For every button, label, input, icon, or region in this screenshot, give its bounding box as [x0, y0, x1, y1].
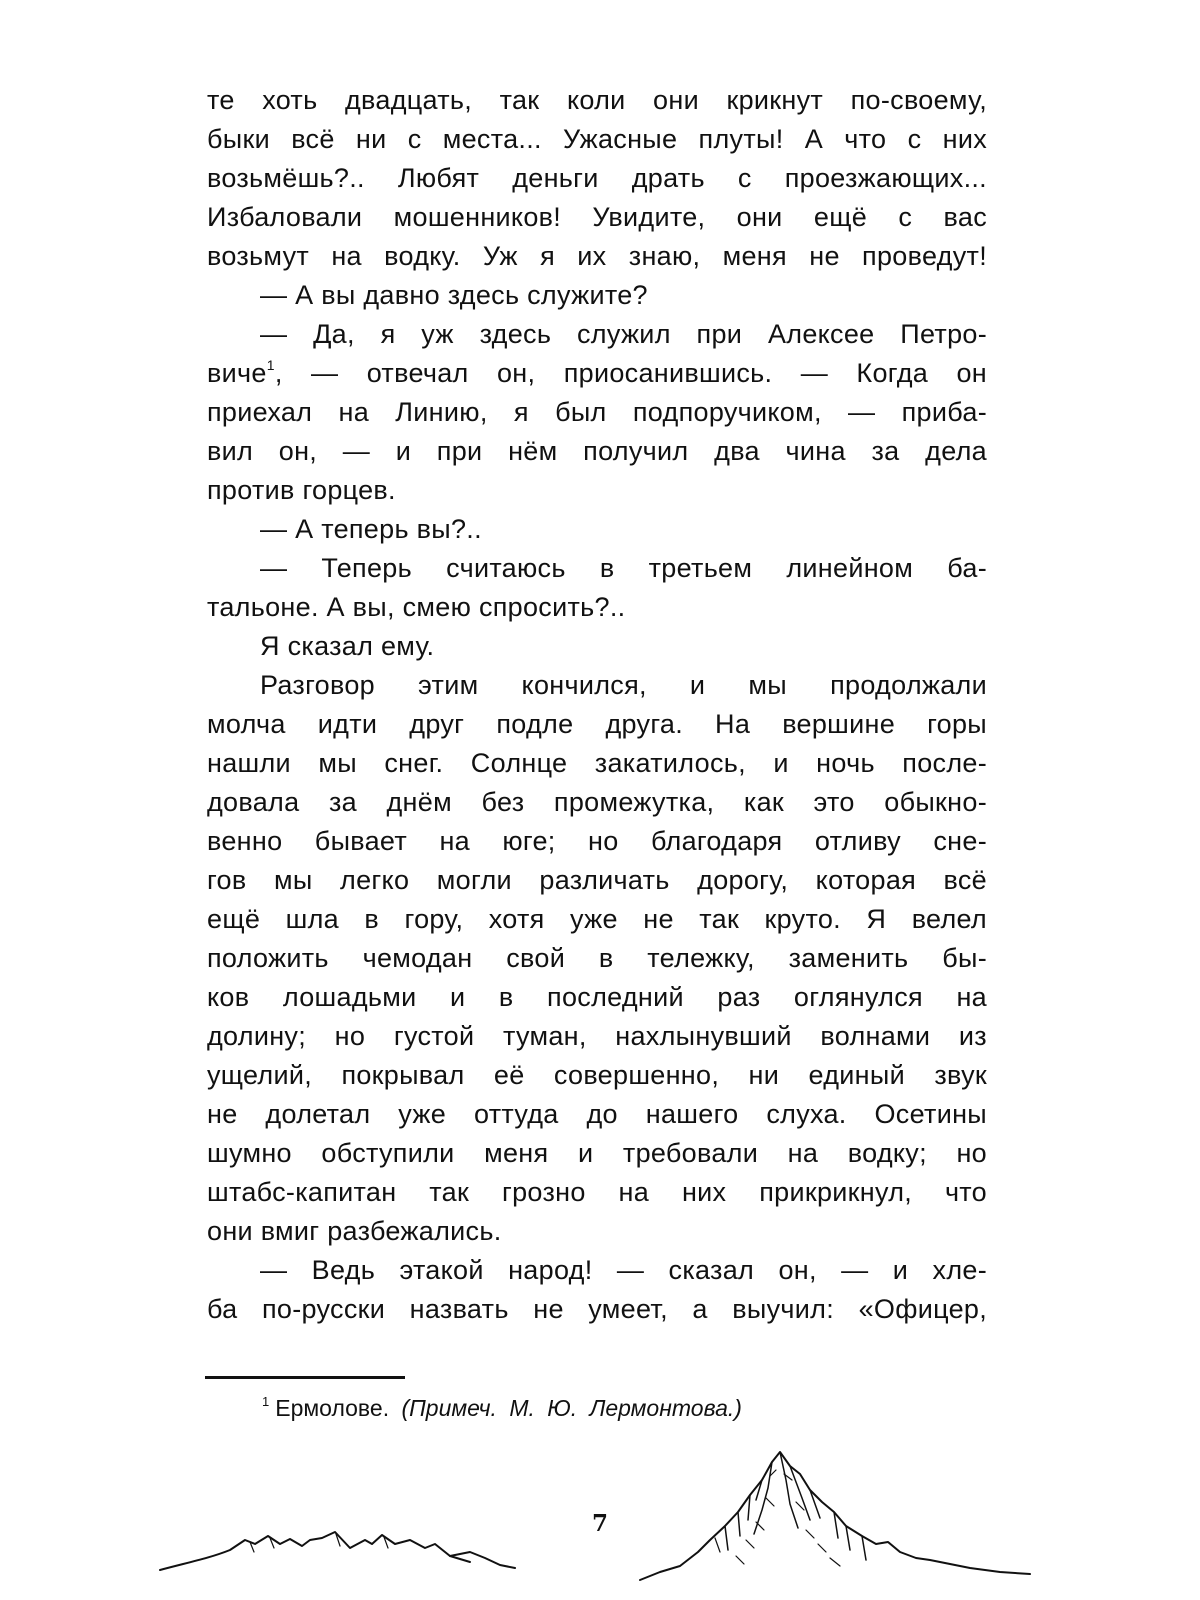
text-line: ещё шла в гору, хотя уже не так круто. Я велел	[207, 904, 987, 934]
text-line: против горцев.	[207, 475, 396, 505]
text-line: тальоне. А вы, смею спросить?..	[207, 592, 626, 622]
page-number: 7	[591, 1510, 608, 1537]
footnote-divider	[205, 1376, 405, 1379]
text-line: быки всё ни с места... Ужасные плуты! А что с них	[207, 124, 987, 154]
text-line: ба по-русски назвать не умеет, а выучил: «Офицер,	[207, 1294, 987, 1324]
text-line: шумно обступили меня и требовали на водку; но	[207, 1138, 987, 1168]
footnote-reference: 1	[266, 357, 275, 373]
text-line: те хоть двадцать, так коли они крикнут по-своему,	[207, 85, 987, 115]
text-line: не долетал уже оттуда до нашего слуха. Осетины	[207, 1099, 987, 1129]
footnote-marker: 1	[262, 1394, 270, 1409]
text-fragment: , — отвечал он, приосанившись. — Когда он	[274, 358, 987, 388]
text-line: возьмут на водку. Уж я их знаю, меня не проведут!	[207, 241, 987, 271]
text-line: — Ведь этакой народ! — сказал он, — и хле-	[260, 1255, 987, 1285]
text-line: возьмёшь?.. Любят деньги драть с проезжающих...	[207, 163, 987, 193]
mountain-ridge-line	[450, 1552, 515, 1568]
text-line: вил он, — и при нём получил два чина за дела	[207, 436, 987, 466]
text-line: — Да, я уж здесь служил при Алексее Петро-	[260, 319, 987, 349]
text-line: ущелий, покрывал её совершенно, ни единый звук	[207, 1060, 987, 1090]
text-line: они вмиг разбежались.	[207, 1216, 502, 1246]
text-line: гов мы легко могли различать дорогу, которая всё	[207, 865, 987, 895]
text-line: — Теперь считаюсь в третьем линейном ба-	[260, 553, 987, 583]
text-line-with-footnote-ref	[207, 353, 987, 393]
text-fragment: виче	[207, 358, 267, 388]
text-line: Я сказал ему.	[260, 631, 435, 661]
text-line: штабс-капитан так грозно на них прикрикнул, что	[207, 1177, 987, 1207]
text-line: венно бывает на юге; но благодаря отливу сне-	[207, 826, 987, 856]
footnote-text: Ермолове.	[275, 1395, 390, 1421]
footnote	[262, 1393, 742, 1423]
text-line: Избаловали мошенников! Увидите, они ещё с вас	[207, 202, 987, 232]
footnote-author-note: (Примеч. М. Ю. Лермонтова.)	[401, 1395, 742, 1421]
text-line: долину; но густой туман, нахлынувший волнами из	[207, 1021, 987, 1051]
text-line: приехал на Линию, я был подпоручиком, — приба-	[207, 397, 987, 427]
text-line: молча идти друг подле друга. На вершине горы	[207, 709, 987, 739]
text-line: — А теперь вы?..	[260, 514, 482, 544]
mountain-ridge-line	[160, 1532, 470, 1570]
mountain-shading	[250, 1470, 840, 1566]
text-line: ков лошадьми и в последний раз оглянулся на	[207, 982, 987, 1012]
text-line: нашли мы снег. Солнце закатилось, и ночь после-	[207, 748, 987, 778]
text-line: Разговор этим кончился, и мы продолжали	[260, 670, 987, 700]
text-line: довала за днём без промежутка, как это обыкно-	[207, 787, 987, 817]
text-line: положить чемодан свой в тележку, заменить бы-	[207, 943, 987, 973]
text-line: — А вы давно здесь служите?	[260, 280, 648, 310]
mountain-shading	[725, 1452, 866, 1560]
